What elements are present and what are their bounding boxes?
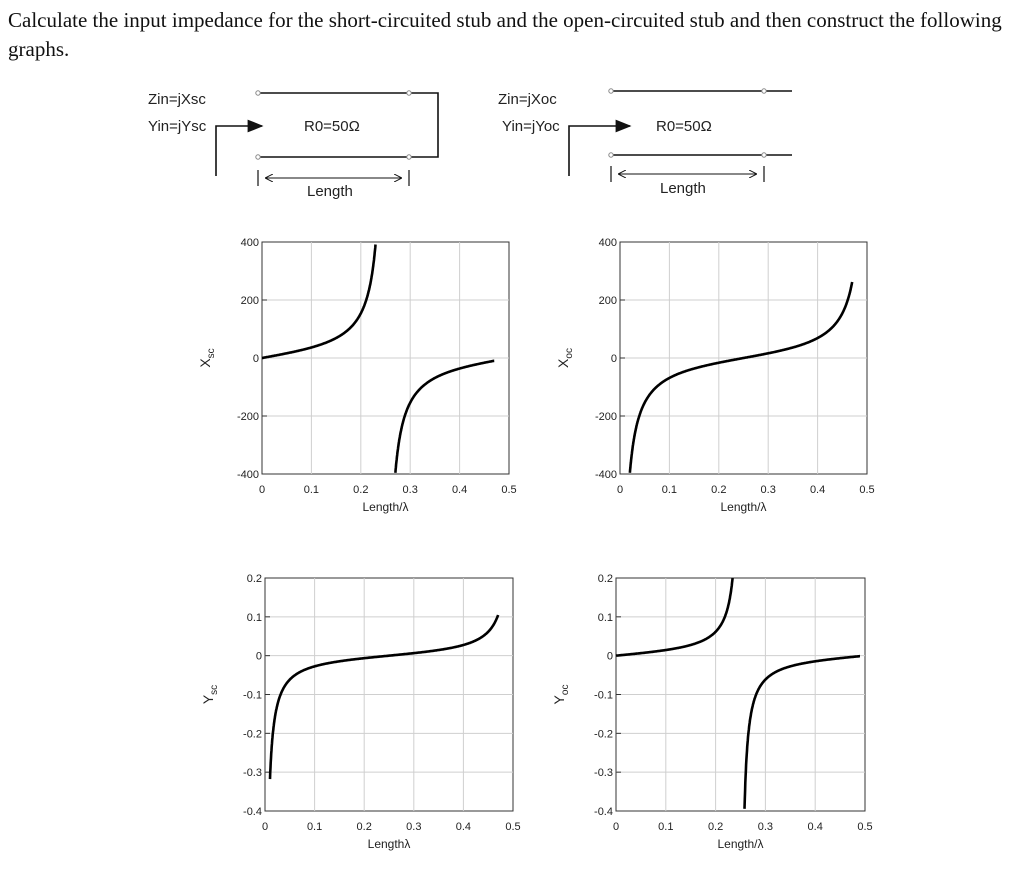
x-tick-label: 0.4 xyxy=(809,484,826,496)
x-tick-label: 0 xyxy=(616,484,624,496)
x-tick-label: 0.5 xyxy=(505,821,521,833)
x-tick-label: 0.2 xyxy=(707,821,724,833)
x-axis-label: Length/λ xyxy=(717,837,764,851)
open-input-arrow xyxy=(569,126,630,176)
open-length-label: Length xyxy=(660,180,706,197)
y-tick-label: 0.2 xyxy=(246,573,262,585)
x-tick-label: 0 xyxy=(612,821,620,833)
x-tick-label: 0.1 xyxy=(658,821,674,833)
x-tick-label: 0.5 xyxy=(501,484,517,496)
y-tick-label: 0.1 xyxy=(246,611,262,624)
short-terminal xyxy=(407,155,411,159)
short-zin-label: Zin=jXsc xyxy=(148,91,206,108)
y-tick-label: -0.2 xyxy=(594,728,613,741)
y-tick-label: 400 xyxy=(598,237,617,249)
y-tick-label: 0.2 xyxy=(597,573,613,585)
chart-1 xyxy=(197,237,517,514)
y-tick-label: -0.3 xyxy=(594,767,613,780)
y-axis-label: $Y_{sc}$ xyxy=(200,684,220,705)
x-tick-label: 0.5 xyxy=(859,484,875,496)
charts-layer xyxy=(197,237,875,851)
x-tick-label: 0 xyxy=(261,821,269,833)
short-stub-diagram xyxy=(148,91,438,200)
y-tick-label: 200 xyxy=(598,295,617,307)
y-tick-label: -400 xyxy=(594,469,617,481)
short-length-label: Length xyxy=(307,183,353,200)
chart-4 xyxy=(551,573,873,851)
x-tick-label: 0.4 xyxy=(451,484,468,496)
short-terminal xyxy=(407,91,411,95)
y-tick-label: -200 xyxy=(236,411,259,423)
open-terminal xyxy=(762,89,766,93)
open-zin-label: Zin=jXoc xyxy=(498,91,557,108)
y-tick-label: 0 xyxy=(610,353,617,365)
short-input-arrow xyxy=(216,126,262,176)
question-text: Calculate the input impedance for the short-circuited stub and the open-circuited stub and then construct the following graphs. xyxy=(8,8,1002,61)
x-tick-label: 0.3 xyxy=(760,484,776,496)
x-axis-label: Length/λ xyxy=(362,500,409,514)
x-tick-label: 0.3 xyxy=(757,821,774,833)
chart-3 xyxy=(200,573,521,851)
x-tick-label: 0.2 xyxy=(356,821,372,833)
y-axis-label: $X_{sc}$ xyxy=(197,348,217,368)
y-tick-label: -0.3 xyxy=(243,767,262,780)
x-tick-label: 0.2 xyxy=(711,484,727,496)
short-r0-label: R0=50Ω xyxy=(304,118,360,135)
open-stub-diagram xyxy=(498,89,792,197)
chart-2 xyxy=(555,237,875,514)
x-axis-label: Length/λ xyxy=(720,500,767,514)
x-tick-label: 0.3 xyxy=(402,484,418,496)
y-tick-label: 0.1 xyxy=(597,611,613,624)
open-terminal xyxy=(609,89,613,93)
short-terminal xyxy=(256,155,260,159)
open-r0-label: R0=50Ω xyxy=(656,118,712,135)
x-tick-label: 0.2 xyxy=(353,484,369,496)
y-tick-label: 0 xyxy=(255,650,262,663)
x-tick-label: 0.1 xyxy=(303,484,320,496)
y-axis-label: $Y_{oc}$ xyxy=(551,684,571,705)
x-tick-label: 0.4 xyxy=(455,821,472,833)
open-yin-label: Yin=jYoc xyxy=(502,118,560,135)
open-terminal xyxy=(762,153,766,157)
y-tick-label: 0 xyxy=(606,650,613,663)
x-tick-label: 0 xyxy=(258,484,266,496)
y-tick-label: -0.2 xyxy=(243,728,262,741)
x-tick-label: 0.1 xyxy=(306,821,323,833)
y-tick-label: -0.4 xyxy=(594,806,613,818)
y-tick-label: 400 xyxy=(240,237,259,249)
short-terminal xyxy=(256,91,260,95)
x-tick-label: 0.3 xyxy=(406,821,422,833)
x-tick-label: 0.1 xyxy=(661,484,678,496)
y-tick-label: -0.1 xyxy=(243,689,262,702)
x-tick-label: 0.5 xyxy=(857,821,873,833)
short-yin-label: Yin=jYsc xyxy=(148,118,207,135)
y-tick-label: 200 xyxy=(240,295,259,307)
y-tick-label: -0.1 xyxy=(594,689,613,702)
y-tick-label: -400 xyxy=(236,469,259,481)
y-tick-label: 0 xyxy=(252,353,259,365)
x-axis-label: Lengthλ xyxy=(367,837,411,851)
open-terminal xyxy=(609,153,613,157)
x-tick-label: 0.4 xyxy=(807,821,823,833)
y-tick-label: -200 xyxy=(594,411,617,423)
y-tick-label: -0.4 xyxy=(243,806,262,818)
y-axis-label: $X_{oc}$ xyxy=(555,348,575,368)
